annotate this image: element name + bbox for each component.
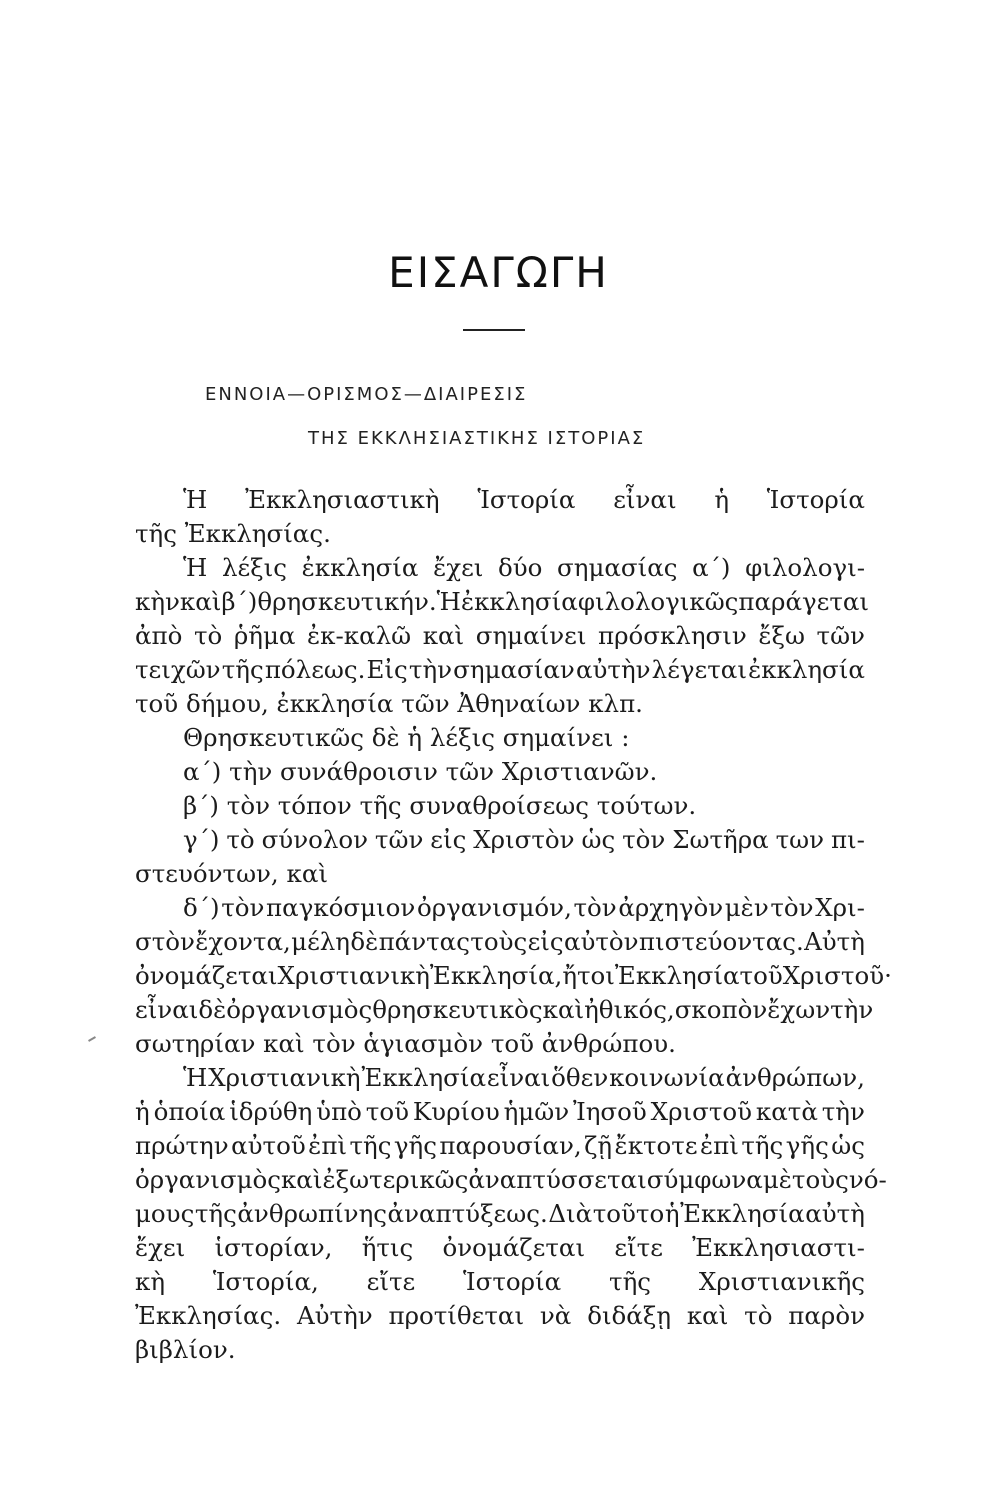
text-line: μους τῆς ἀνθρωπίνης ἀναπτύξεως. Διὰ τοῦτο ἡ Ἐκκλησία αὐτὴ [135, 1199, 865, 1228]
subtitle-line-1: ΕΝΝΟΙΑ—ΟΡΙΣΜΟΣ—ΔΙΑΙΡΕΣΙΣ [205, 384, 528, 405]
text-line: στευόντων, καὶ [135, 859, 328, 888]
text-line: ὀργανισμὸς καὶ ἐξωτερικῶς ἀναπτύσσεται σύμφωνα μὲ τοὺς νό- [135, 1165, 887, 1194]
title-rule [463, 329, 525, 331]
page-title: ΕΙΣΑΓΩΓΗ [388, 248, 609, 297]
text-line: βιβλίον. [135, 1335, 236, 1364]
text-line: δ΄) τὸν παγκόσμιον ὀργανισμόν, τὸν ἀρχηγὸν μὲν τὸν Χρι- [183, 893, 865, 922]
text-line: ἀπὸ τὸ ῥῆμα ἐκ-καλῶ καὶ σημαίνει πρόσκλησιν ἔξω τῶν [135, 621, 865, 650]
text-line: κὴν καὶ β΄) θρησκευτικήν. Ἡ ἐκκλησία φιλολογικῶς παράγεται [135, 587, 870, 616]
text-line: κὴ Ἱστορία, εἴτε Ἱστορία τῆς Χριστιανικῆς [135, 1267, 865, 1296]
text-line: Θρησκευτικῶς δὲ ἡ λέξις σημαίνει : [183, 723, 630, 752]
text-line: Ἐκκλησίας. Αὐτὴν προτίθεται νὰ διδάξῃ καὶ τὸ παρὸν [135, 1301, 865, 1330]
text-line: α΄) τὴν συνάθροισιν τῶν Χριστιανῶν. [183, 757, 658, 786]
text-line: στὸν ἔχοντα, μέλη δὲ πάντας τοὺς εἰς αὐτὸν πιστεύοντας. Αὐτὴ [135, 927, 865, 956]
text-line: Ἡ Ἐκκλησιαστικὴ Ἱστορία εἶναι ἡ Ἱστορία [183, 485, 865, 514]
text-line: σωτηρίαν καὶ τὸν ἁγιασμὸν τοῦ ἀνθρώπου. [135, 1029, 676, 1058]
text-line: Ἡ λέξις ἐκκλησία ἔχει δύο σημασίας α΄) φιλολογι- [183, 553, 865, 582]
text-line: ἔχει ἱστορίαν, ἥτις ὀνομάζεται εἴτε Ἐκκλησιαστι- [135, 1233, 865, 1262]
subtitle-line-2: ΤΗΣ ΕΚΚΛΗΣΙΑΣΤΙΚΗΣ ΙΣΤΟΡΙΑΣ [308, 428, 646, 449]
text-line: τῆς Ἐκκλησίας. [135, 519, 331, 548]
text-line: εἶναι δὲ ὀργανισμὸς θρησκευτικὸς καὶ ἠθικός, σκοπὸν ἔχων τὴν [135, 995, 874, 1024]
text-line: β΄) τὸν τόπον τῆς συναθροίσεως τούτων. [183, 791, 697, 820]
pencil-mark [88, 1036, 96, 1042]
text-line: τειχῶν τῆς πόλεως. Εἰς τὴν σημασίαν αὐτὴν λέγεται ἐκκλησία [135, 655, 865, 684]
text-line: τοῦ δήμου, ἐκκλησία τῶν Ἀθηναίων κλπ. [135, 689, 643, 718]
text-line: ἡ ὁποία ἱδρύθη ὑπὸ τοῦ Κυρίου ἡμῶν Ἰησοῦ Χριστοῦ κατὰ τὴν [135, 1097, 865, 1126]
text-line: γ΄) τὸ σύνολον τῶν εἰς Χριστὸν ὡς τὸν Σωτῆρα των πι- [183, 825, 865, 854]
text-line: Ἡ Χριστιανικὴ Ἐκκλησία εἶναι ὅθεν κοινωνία ἀνθρώπων, [183, 1063, 865, 1092]
text-line: ὀνομάζεται Χριστιανικὴ Ἐκκλησία, ἤτοι Ἐκκλησία τοῦ Χριστοῦ· [135, 961, 892, 990]
text-line: πρώτην αὐτοῦ ἐπὶ τῆς γῆς παρουσίαν, ζῇ ἔκτοτε ἐπὶ τῆς γῆς ὡς [135, 1131, 865, 1160]
